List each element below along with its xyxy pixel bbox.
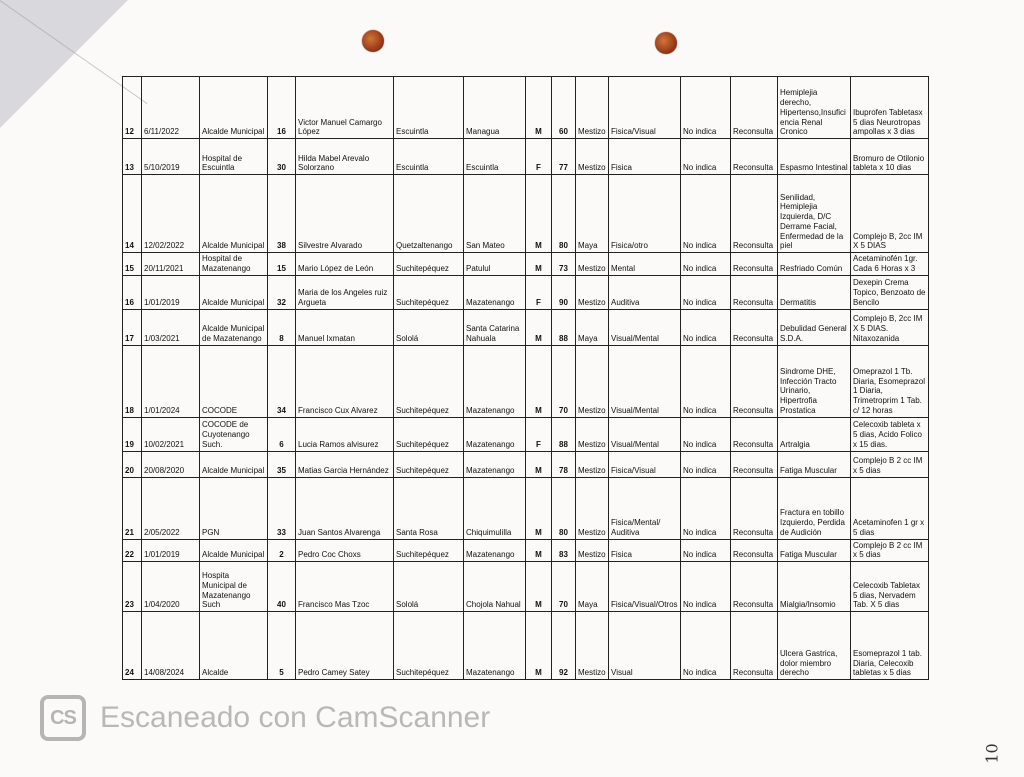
cell-ethnicity: Mestizo: [576, 77, 609, 139]
cell-patient-name: Lucia Ramos alvisurez: [296, 417, 394, 451]
cell-age: 88: [552, 417, 576, 451]
cell-consult-type: Reconsulta: [731, 417, 778, 451]
cell-referral-source: Hospital de Mazatenango: [200, 253, 268, 276]
handwritten-page-number: 10: [982, 743, 1002, 764]
cell-municipality: Escuintla: [464, 139, 526, 175]
cell-diagnosis-detail: No indica: [681, 477, 731, 539]
cell-sex: M: [526, 451, 552, 477]
cell-date: 1/01/2024: [142, 345, 200, 417]
cell-ethnicity: Mestizo: [576, 417, 609, 451]
table-row: [123, 139, 929, 175]
cell-patient-name: Silvestre Alvarado: [296, 175, 394, 253]
cell-department: Suchitepéquez: [394, 417, 464, 451]
cell-treatment: Omeprazol 1 Tb. Diaria, Esomeprazol 1 Diaria, Trimetroprim 1 Tab. c/ 12 horas: [851, 345, 929, 417]
cell-row-number: 13: [123, 139, 142, 175]
cell-sex: F: [526, 275, 552, 309]
cell-ethnicity: Mestizo: [576, 539, 609, 562]
cell-diagnosis: Resfriado Común: [778, 253, 851, 276]
cell-treatment: Celecoxib Tabletax 5 dias, Nervadem Tab. X 5 dias: [851, 562, 929, 612]
cell-date: 14/08/2024: [142, 612, 200, 680]
cell-municipality: Mazatenango: [464, 345, 526, 417]
table-row: [123, 417, 929, 451]
cell-diagnosis: Artralgia: [778, 417, 851, 451]
cell-age-code: 35: [268, 451, 296, 477]
cell-age: 73: [552, 253, 576, 276]
cell-ethnicity: Mestizo: [576, 612, 609, 680]
cell-patient-name: Hilda Mabel Arevalo Solorzano: [296, 139, 394, 175]
cell-consult-type: Reconsulta: [731, 253, 778, 276]
table-row: [123, 451, 929, 477]
cell-municipality: Mazatenango: [464, 451, 526, 477]
cell-diagnosis-detail: No indica: [681, 539, 731, 562]
cell-disability-type: Fisica/Visual/Otros: [609, 562, 681, 612]
cell-department: Escuintla: [394, 139, 464, 175]
cell-diagnosis-detail: No indica: [681, 175, 731, 253]
cell-patient-name: Pedro Coc Choxs: [296, 539, 394, 562]
cell-municipality: Mazatenango: [464, 539, 526, 562]
table-row: [123, 562, 929, 612]
cell-age-code: 2: [268, 539, 296, 562]
cell-age-code: 5: [268, 612, 296, 680]
cell-referral-source: Hospital de Escuintla: [200, 139, 268, 175]
cell-date: 20/08/2020: [142, 451, 200, 477]
cell-age: 83: [552, 539, 576, 562]
cell-municipality: San Mateo: [464, 175, 526, 253]
cell-sex: M: [526, 309, 552, 345]
cell-diagnosis-detail: No indica: [681, 309, 731, 345]
cell-patient-name: Francisco Mas Tzoc: [296, 562, 394, 612]
cell-diagnosis-detail: No indica: [681, 345, 731, 417]
cell-sex: M: [526, 539, 552, 562]
cell-ethnicity: Maya: [576, 175, 609, 253]
cell-disability-type: Visual: [609, 612, 681, 680]
cell-patient-name: Francisco Cux Alvarez: [296, 345, 394, 417]
cell-disability-type: Fisica/Visual: [609, 451, 681, 477]
table-row: [123, 175, 929, 253]
cell-row-number: 19: [123, 417, 142, 451]
cell-sex: M: [526, 345, 552, 417]
cell-diagnosis-detail: No indica: [681, 253, 731, 276]
table-row: [123, 275, 929, 309]
cell-date: 2/05/2022: [142, 477, 200, 539]
watermark-text: Escaneado con CamScanner: [100, 701, 491, 734]
cell-diagnosis: Sindrome DHE, Infección Tracto Urinario, Hipertrofia Prostatica: [778, 345, 851, 417]
cell-diagnosis: Senilidad, Hemiplejia Izquierda, D/C Derrame Facial, Enfermedad de la piel: [778, 175, 851, 253]
cell-date: 6/11/2022: [142, 77, 200, 139]
cell-treatment: Celecoxib tableta x 5 dias, Acido Folico x 15 dias.: [851, 417, 929, 451]
cell-diagnosis-detail: No indica: [681, 562, 731, 612]
cell-age-code: 30: [268, 139, 296, 175]
cell-row-number: 16: [123, 275, 142, 309]
cell-diagnosis: Debulidad General S.D.A.: [778, 309, 851, 345]
cell-ethnicity: Mestizo: [576, 451, 609, 477]
cell-patient-name: Victor Manuel Camargo López: [296, 77, 394, 139]
cell-department: Suchitepéquez: [394, 345, 464, 417]
cell-sex: M: [526, 77, 552, 139]
cell-treatment: Complejo B, 2cc IM X 5 DIAS: [851, 175, 929, 253]
cell-ethnicity: Mestizo: [576, 139, 609, 175]
cell-treatment: Acetaminofen 1 gr x 5 dias: [851, 477, 929, 539]
cell-sex: M: [526, 477, 552, 539]
cell-municipality: Chiquimulilla: [464, 477, 526, 539]
cell-diagnosis: Espasmo Intestinal: [778, 139, 851, 175]
cell-age: 90: [552, 275, 576, 309]
cell-municipality: Managua: [464, 77, 526, 139]
cell-consult-type: Reconsulta: [731, 539, 778, 562]
cell-ethnicity: Mestizo: [576, 345, 609, 417]
cell-disability-type: Fisica/Mental/ Auditiva: [609, 477, 681, 539]
cell-patient-name: Mario López de León: [296, 253, 394, 276]
cell-age: 80: [552, 175, 576, 253]
cell-row-number: 18: [123, 345, 142, 417]
cell-row-number: 24: [123, 612, 142, 680]
cell-referral-source: COCODE de Cuyotenango Such.: [200, 417, 268, 451]
cell-consult-type: Reconsulta: [731, 77, 778, 139]
cell-municipality: Patulul: [464, 253, 526, 276]
cell-row-number: 17: [123, 309, 142, 345]
cell-row-number: 22: [123, 539, 142, 562]
cell-date: 1/04/2020: [142, 562, 200, 612]
cell-referral-source: Alcalde Municipal: [200, 539, 268, 562]
cell-patient-name: Juan Santos Alvarenga: [296, 477, 394, 539]
cell-ethnicity: Mestizo: [576, 253, 609, 276]
camscanner-logo-icon: CS: [40, 695, 86, 741]
cell-age-code: 33: [268, 477, 296, 539]
cell-sex: F: [526, 139, 552, 175]
table-row: [123, 539, 929, 562]
cell-referral-source: Alcalde Municipal: [200, 275, 268, 309]
cell-consult-type: Reconsulta: [731, 477, 778, 539]
cell-treatment: Ibuprofen Tabletasx 5 dias Neurotropas ampollas x 3 dias: [851, 77, 929, 139]
cell-diagnosis: Mialgia/Insomio: [778, 562, 851, 612]
punch-hole-right: [655, 32, 677, 54]
table-row: [123, 309, 929, 345]
cell-sex: F: [526, 417, 552, 451]
table-row: [123, 612, 929, 680]
cell-department: Suchitepéquez: [394, 253, 464, 276]
cell-ethnicity: Mestizo: [576, 477, 609, 539]
cell-diagnosis-detail: No indica: [681, 77, 731, 139]
cell-diagnosis: Fatiga Muscular: [778, 451, 851, 477]
cell-age: 78: [552, 451, 576, 477]
cell-consult-type: Reconsulta: [731, 309, 778, 345]
cell-patient-name: Pedro Camey Satey: [296, 612, 394, 680]
cell-department: Sololá: [394, 562, 464, 612]
cell-ethnicity: Maya: [576, 309, 609, 345]
cell-age: 70: [552, 345, 576, 417]
cell-municipality: Mazatenango: [464, 612, 526, 680]
cell-municipality: Mazatenango: [464, 275, 526, 309]
table-row: [123, 253, 929, 276]
cell-treatment: Acetaminofén 1gr. Cada 6 Horas x 3: [851, 253, 929, 276]
cell-disability-type: Fisica: [609, 139, 681, 175]
cell-date: 10/02/2021: [142, 417, 200, 451]
cell-disability-type: Fisica/Visual: [609, 77, 681, 139]
cell-consult-type: Reconsulta: [731, 175, 778, 253]
cell-consult-type: Reconsulta: [731, 345, 778, 417]
cell-consult-type: Reconsulta: [731, 562, 778, 612]
cell-disability-type: Visual/Mental: [609, 309, 681, 345]
cell-diagnosis-detail: No indica: [681, 612, 731, 680]
cell-treatment: Dexepin Crema Topico, Benzoato de Bencilo: [851, 275, 929, 309]
cell-referral-source: Alcalde: [200, 612, 268, 680]
table-row: [123, 477, 929, 539]
cell-diagnosis-detail: No indica: [681, 417, 731, 451]
cell-treatment: Complejo B, 2cc IM X 5 DIAS. Nitaxozanida: [851, 309, 929, 345]
cell-date: 5/10/2019: [142, 139, 200, 175]
cell-diagnosis: Fatiga Muscular: [778, 539, 851, 562]
cell-diagnosis-detail: No indica: [681, 275, 731, 309]
cell-row-number: 15: [123, 253, 142, 276]
cell-age: 80: [552, 477, 576, 539]
page-corner-fold: [0, 0, 128, 128]
cell-diagnosis-detail: No indica: [681, 451, 731, 477]
cell-treatment: Complejo B 2 cc IM x 5 dias: [851, 451, 929, 477]
cell-patient-name: Maria de los Angeles ruiz Argueta: [296, 275, 394, 309]
cell-date: 1/03/2021: [142, 309, 200, 345]
cell-referral-source: COCODE: [200, 345, 268, 417]
cell-disability-type: Fisica/otro: [609, 175, 681, 253]
cell-age-code: 34: [268, 345, 296, 417]
cell-row-number: 14: [123, 175, 142, 253]
cell-age-code: 40: [268, 562, 296, 612]
cell-disability-type: Visual/Mental: [609, 417, 681, 451]
cell-age: 70: [552, 562, 576, 612]
cell-disability-type: Mental: [609, 253, 681, 276]
cell-disability-type: Visual/Mental: [609, 345, 681, 417]
cell-sex: M: [526, 253, 552, 276]
cell-department: Escuintla: [394, 77, 464, 139]
cell-row-number: 20: [123, 451, 142, 477]
cell-date: 12/02/2022: [142, 175, 200, 253]
cell-municipality: Santa Catarina Nahuala: [464, 309, 526, 345]
cell-row-number: 23: [123, 562, 142, 612]
table-row: [123, 345, 929, 417]
cell-date: 1/01/2019: [142, 539, 200, 562]
table-row: [123, 77, 929, 139]
cell-age-code: 16: [268, 77, 296, 139]
cell-age: 92: [552, 612, 576, 680]
patient-register-table: [122, 76, 929, 680]
cell-consult-type: Reconsulta: [731, 451, 778, 477]
cell-age-code: 38: [268, 175, 296, 253]
cell-ethnicity: Maya: [576, 562, 609, 612]
cell-consult-type: Reconsulta: [731, 612, 778, 680]
cell-ethnicity: Mestizo: [576, 275, 609, 309]
cell-age: 60: [552, 77, 576, 139]
cell-disability-type: Auditiva: [609, 275, 681, 309]
cell-diagnosis: Ulcera Gastrica, dolor miembro derecho: [778, 612, 851, 680]
camscanner-watermark: [40, 693, 490, 743]
cell-department: Santa Rosa: [394, 477, 464, 539]
cell-date: 20/11/2021: [142, 253, 200, 276]
cell-row-number: 21: [123, 477, 142, 539]
cell-department: Quetzaltenango: [394, 175, 464, 253]
cell-diagnosis-detail: No indica: [681, 139, 731, 175]
cell-department: Sololá: [394, 309, 464, 345]
cell-referral-source: Alcalde Municipal: [200, 451, 268, 477]
cell-date: 1/01/2019: [142, 275, 200, 309]
cell-department: Suchitepéquez: [394, 451, 464, 477]
cell-age-code: 6: [268, 417, 296, 451]
cell-department: Suchitepéquez: [394, 539, 464, 562]
punch-hole-left: [362, 30, 384, 52]
cell-patient-name: Matias Garcia Hernández: [296, 451, 394, 477]
cell-row-number: 12: [123, 77, 142, 139]
cell-referral-source: Hospita Municipal de Mazatenango Such: [200, 562, 268, 612]
cell-diagnosis: Fractura en tobillo Izquierdo, Perdida de Audición: [778, 477, 851, 539]
cell-age: 88: [552, 309, 576, 345]
cell-referral-source: Alcalde Municipal: [200, 77, 268, 139]
cell-referral-source: Alcalde Municipal de Mazatenango: [200, 309, 268, 345]
cell-consult-type: Reconsulta: [731, 275, 778, 309]
cell-patient-name: Manuel Ixmatan: [296, 309, 394, 345]
cell-department: Suchitepéquez: [394, 612, 464, 680]
cell-treatment: Esomeprazol 1 tab. Diaria, Celecoxib tabletas x 5 dias: [851, 612, 929, 680]
cell-sex: M: [526, 175, 552, 253]
cell-age-code: 15: [268, 253, 296, 276]
cell-referral-source: Alcalde Municipal: [200, 175, 268, 253]
cell-department: Suchitepéquez: [394, 275, 464, 309]
cell-disability-type: Fisica: [609, 539, 681, 562]
cell-treatment: Complejo B 2 cc IM x 5 dias: [851, 539, 929, 562]
cell-municipality: Mazatenango: [464, 417, 526, 451]
cell-sex: M: [526, 562, 552, 612]
cell-municipality: Chojola Nahual: [464, 562, 526, 612]
cell-sex: M: [526, 612, 552, 680]
cell-diagnosis: Dermatitis: [778, 275, 851, 309]
cell-treatment: Bromuro de Otilonio tableta x 10 dias: [851, 139, 929, 175]
cell-consult-type: Reconsulta: [731, 139, 778, 175]
cell-age-code: 8: [268, 309, 296, 345]
cell-referral-source: PGN: [200, 477, 268, 539]
cell-diagnosis: Hemiplejia derecho, Hipertenso,Insuficiencia Renal Cronico: [778, 77, 851, 139]
cell-age: 77: [552, 139, 576, 175]
cell-age-code: 32: [268, 275, 296, 309]
